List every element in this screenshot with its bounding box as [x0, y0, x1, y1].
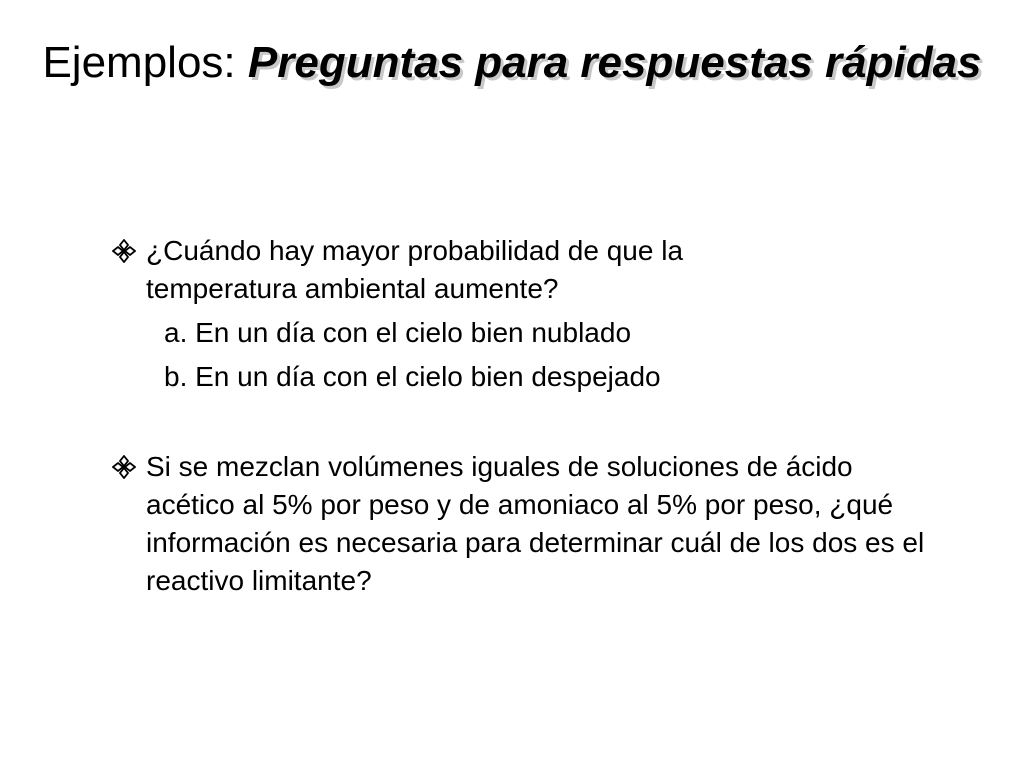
answer-option-b: b. En un día con el cielo bien despejado: [164, 361, 661, 392]
question-item-1: [112, 232, 972, 396]
four-diamond-bullet-icon: [112, 232, 146, 270]
question-text-2: Si se mezclan volúmenes iguales de soluciones de ácido acético al 5% por peso y de amoniaco al 5% por peso, ¿qué información es necesaria para determinar cuál de los dos es el reactivo limitante?: [146, 451, 925, 596]
question-text-1: ¿Cuándo hay mayor probabilidad de que la temperatura ambiental aumente?: [146, 235, 684, 304]
slide-title-lead: Ejemplos:: [42, 38, 248, 87]
question-body-2: [146, 448, 972, 600]
slide-title: [40, 30, 984, 96]
question-body-1: [146, 232, 972, 396]
slide-content: [112, 232, 972, 600]
answer-option-a: a. En un día con el cielo bien nublado: [164, 317, 632, 348]
question-item-2: [112, 448, 972, 600]
four-diamond-bullet-icon: [112, 448, 146, 486]
slide-title-emphasis: Preguntas para respuestas rápidas: [247, 38, 982, 87]
